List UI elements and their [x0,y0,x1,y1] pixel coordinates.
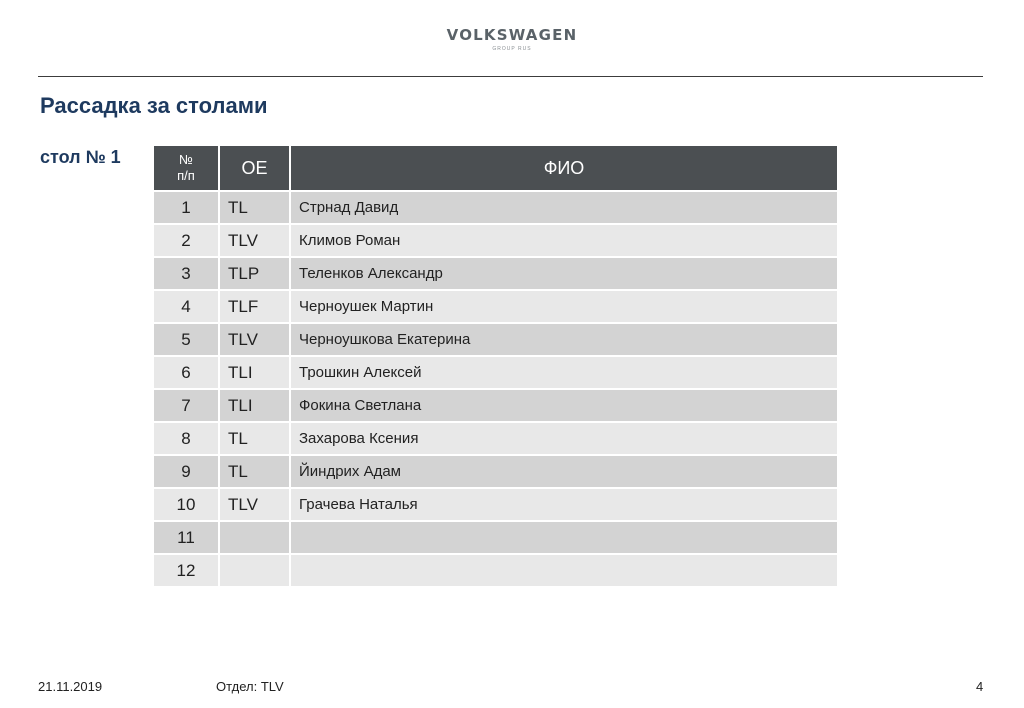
cell-oe: TL [219,455,290,488]
header-num [153,145,219,191]
table-row [153,356,838,389]
header-oe: ОЕ [219,145,290,191]
footer-date: 21.11.2019 [38,679,103,694]
table-row [153,290,838,323]
cell-fio: Климов Роман [290,224,838,257]
cell-fio: Фокина Светлана [290,389,838,422]
cell-num: 10 [153,488,219,521]
cell-fio [290,554,838,587]
logo-sub-text: GROUP RUS [492,46,532,52]
cell-num: 12 [153,554,219,587]
header-divider [38,76,983,77]
table-row [153,224,838,257]
cell-oe: TLV [219,488,290,521]
table-row [153,191,838,224]
volkswagen-logo [430,26,594,52]
cell-fio: Трошкин Алексей [290,356,838,389]
table-row [153,257,838,290]
table-row [153,488,838,521]
cell-num: 7 [153,389,219,422]
cell-oe: TLV [219,323,290,356]
cell-oe: TLF [219,290,290,323]
table-row [153,422,838,455]
logo-brand-text: VOLKSWAGEN [446,26,578,44]
table-row [153,521,838,554]
cell-oe: TLP [219,257,290,290]
cell-oe: TLI [219,356,290,389]
header-num-line2: п/п [177,168,195,183]
table-subtitle: стол № 1 [40,147,121,167]
cell-fio: Теленков Александр [290,257,838,290]
cell-fio: Черноушек Мартин [290,290,838,323]
cell-oe: TL [219,191,290,224]
table-header-row [153,145,838,191]
footer-department: Отдел: TLV [216,679,284,694]
cell-fio [290,521,838,554]
table-row [153,455,838,488]
cell-num: 8 [153,422,219,455]
cell-num: 3 [153,257,219,290]
table-row [153,323,838,356]
footer-page-number: 4 [976,679,984,694]
seating-table [152,144,839,588]
cell-fio: Стрнад Давид [290,191,838,224]
cell-oe: TLI [219,389,290,422]
page-title: Рассадка за столами [40,93,268,118]
cell-oe [219,521,290,554]
cell-oe: TL [219,422,290,455]
cell-num: 6 [153,356,219,389]
cell-oe [219,554,290,587]
table-row [153,389,838,422]
cell-num: 5 [153,323,219,356]
cell-fio: Черноушкова Екатерина [290,323,838,356]
cell-num: 9 [153,455,219,488]
cell-num: 11 [153,521,219,554]
header-num-line1: № [179,152,193,167]
table-row [153,554,838,587]
cell-fio: Захарова Ксения [290,422,838,455]
cell-fio: Грачева Наталья [290,488,838,521]
cell-num: 1 [153,191,219,224]
cell-num: 4 [153,290,219,323]
cell-num: 2 [153,224,219,257]
table-body [153,191,838,587]
cell-fio: Йиндрих Адам [290,455,838,488]
header-fio: ФИО [290,145,838,191]
cell-oe: TLV [219,224,290,257]
